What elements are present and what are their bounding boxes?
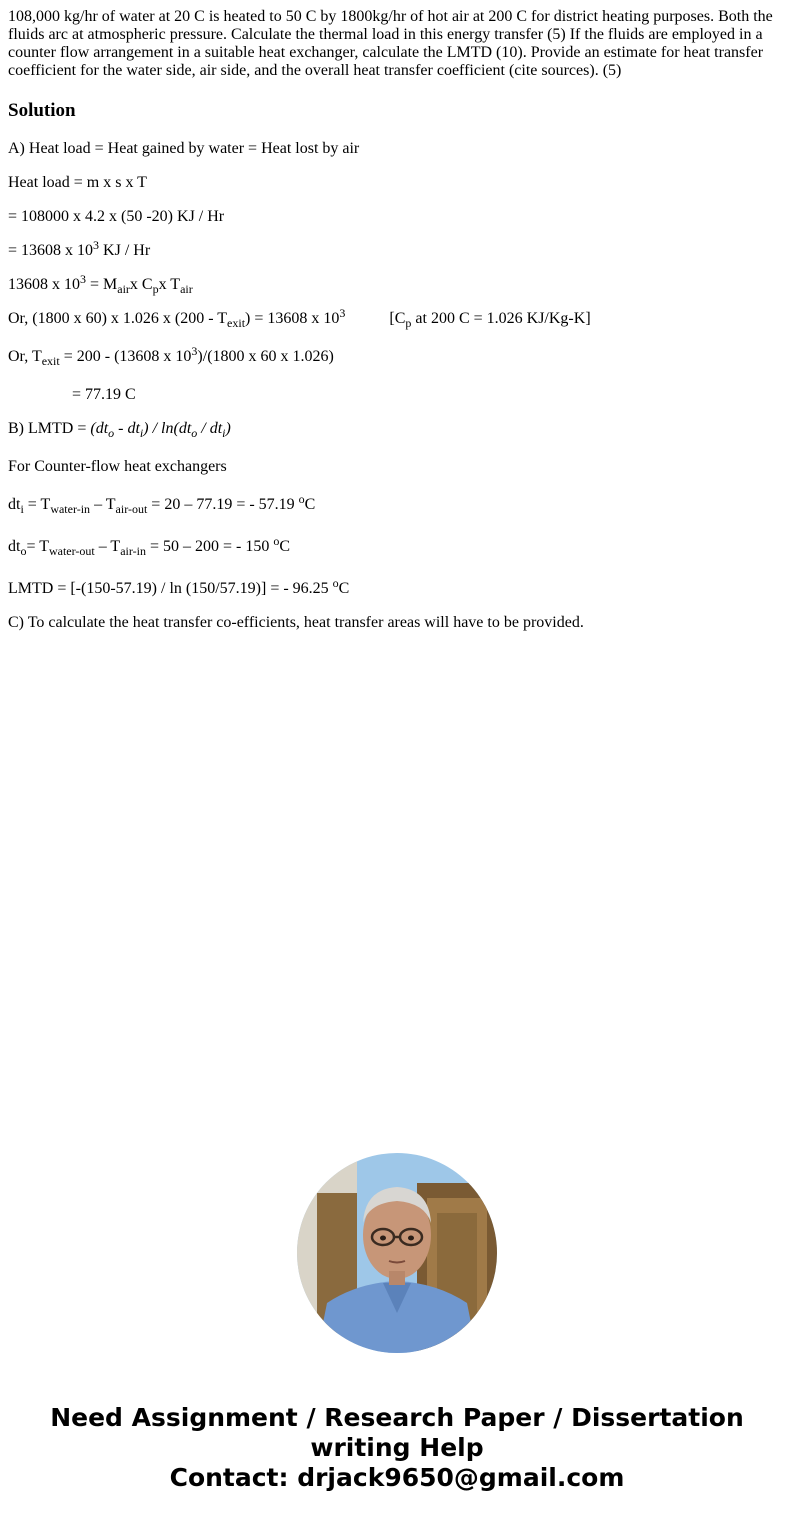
air-exit-temperature-formula: Or, $T_{exit} = 200 - (13608$ x $10^3)/(1800$ x 60 x 1.026) [8, 344, 334, 368]
air-exit-equation: Or, (1800 x 60) x 1.026 x $(200 - T_{exit}) = 13608$ x $10^3$ [$C_p$ at 200 C = 1.026 KJ/Kg-K] [8, 306, 591, 330]
dt-inlet-equation: $dt_i = T_{water-in} - T_{air-out} = 20 - 77.19$ = - 57.19 $^o$C [8, 492, 316, 516]
lmtd-result: LMTD = [-(150-57.19) / ln (150/57.19)] = - 96.25 $^o$C [8, 576, 350, 597]
heat-transfer-coefficient-note: C) To calculate the heat transfer co-efficients, heat transfer areas will have to be provided. [8, 614, 584, 631]
promo-contact: Contact: drjack9650@gmail.com [169, 1463, 625, 1492]
cp-note: [$C_p$ at 200 C = 1.026 KJ/Kg-K] [389, 310, 591, 330]
promo-line-2: writing Help [310, 1433, 484, 1462]
heat-load-substitution: = 108000 x 4.2 x (50 -20) KJ / Hr [8, 208, 225, 225]
heat-load-statement: A) Heat load = Heat gained by water = Heat lost by air [8, 140, 360, 157]
promo-banner [0, 1403, 794, 1493]
problem-statement: 108,000 kg/hr of water at 20 C is heated to 50 C by 1800kg/hr of hot air at 200 C for district heating purposes. Both the fluids arc at atmospheric pressure. Calculate the thermal load in this energy transfer (5) If the fluids are employed in a counter flow arrangement in a suitable heat exchanger, calculate the LMTD (10). Provide an estimate for heat transfer coefficient for the water side, air side, and the overall heat transfer coefficient (cite sources). (5) [8, 8, 773, 79]
author-avatar [297, 1153, 497, 1353]
author-portrait-image [297, 1153, 497, 1353]
solution-heading: Solution [8, 100, 76, 121]
air-energy-balance: 13608 x $10^3 = M_{air}x$ $C_px$ $T_{air}$ [8, 272, 193, 296]
air-exit-temperature-result: = 77.19 C [72, 386, 136, 403]
document-content [8, 8, 786, 648]
heat-load-result: = 13608 x $10^3$ KJ / Hr [8, 238, 151, 259]
promo-line-1: Need Assignment / Research Paper / Dissertation [50, 1403, 744, 1432]
lmtd-formula: B) LMTD = $(dt_o - dt_i) / \ln(dt_o / dt_i)$ [8, 420, 231, 440]
counter-flow-heading: For Counter-flow heat exchangers [8, 458, 227, 475]
heat-load-formula: Heat load = m x s x T [8, 174, 147, 191]
dt-outlet-equation: $dt_o= T_{water-out} - T_{air-in} = 50 - 200$ = - 150 $^o$C [8, 534, 290, 558]
